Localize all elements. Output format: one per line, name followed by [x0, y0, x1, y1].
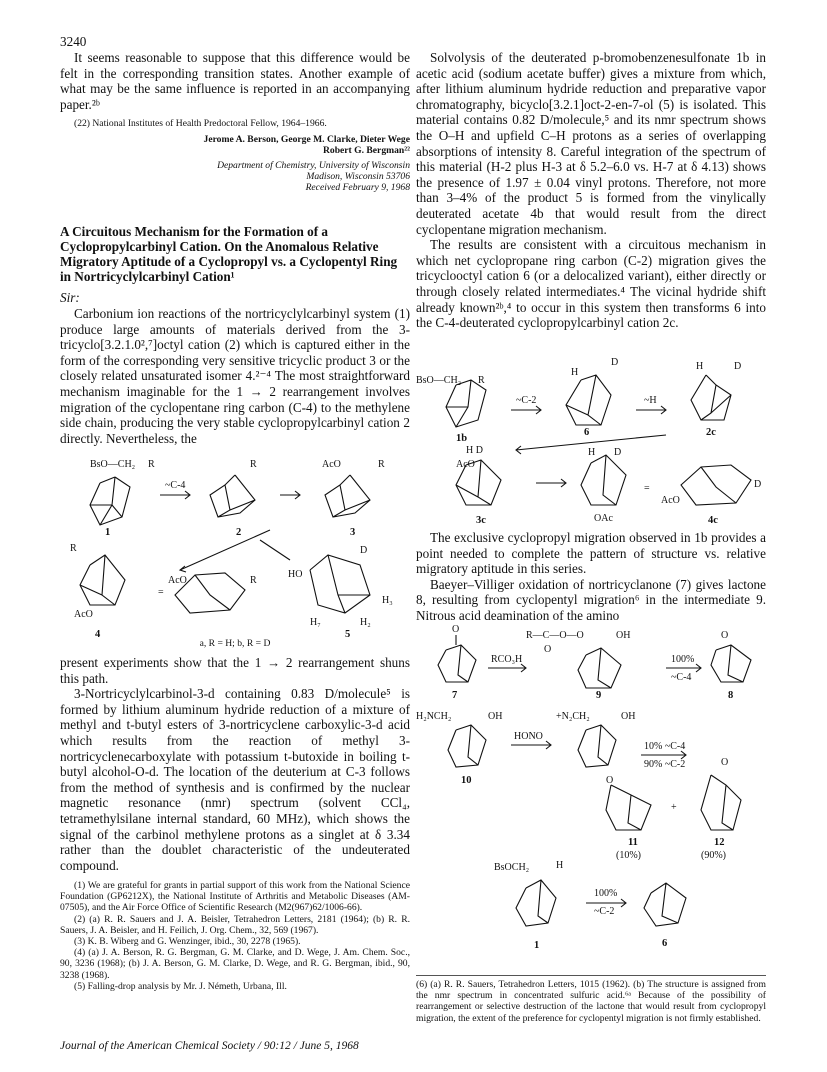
s2-shift-c2: ~C-2: [516, 395, 537, 406]
s2-d-4: D: [754, 479, 762, 490]
right-footnote: [416, 975, 766, 1024]
s4-plus: +: [671, 802, 677, 813]
affiliation-line-2: Madison, Wisconsin 53706: [306, 171, 410, 183]
s4-pct-c4: 10% ~C-4: [644, 741, 686, 752]
footnote-6: (6) (a) R. R. Sauers, Tetrahedron Letters, 1015 (1962). (b) The structure is assigned from the nmr spectrum in concentrated sulfuric acid.⁶ᵃ Because of the possibility of rearrangement or selective destruction of the lactone that would result from cyclopropyl migration, the extent of the preference for cyclopentyl migration is not firmly established.: [416, 979, 766, 1024]
s3-num-9: 9: [596, 690, 602, 700]
left-footnotes: [60, 880, 410, 992]
scheme-3-figure: [416, 620, 766, 700]
s2-num-6: 6: [584, 427, 590, 438]
s5-c2: ~C-2: [594, 906, 615, 917]
journal-footer: Journal of the American Chemical Society / 90:12 / June 5, 1968: [60, 1040, 359, 1052]
s4-oh-2: OH: [621, 711, 636, 722]
s1-num-2: 2: [236, 527, 242, 538]
left-column-lower: [60, 655, 410, 873]
s1-h3: H₃: [382, 595, 393, 606]
s5-100: 100%: [594, 888, 618, 899]
footnote-2: (2) (a) R. R. Sauers and J. A. Beisler, Tetrahedron Letters, 2181 (1964); (b) R. R. Sauers, J. A. Beisler, and H. Feilich, J. Org. Chem., 32, 569 (1967).: [60, 913, 410, 936]
s2-aco-1: AcO: [456, 459, 475, 470]
s4-num-10: 10: [461, 775, 472, 786]
footnote-22: (22) National Institutes of Health Predoctoral Fellow, 1964–1966.: [74, 118, 327, 130]
footnote-4: (4) (a) J. A. Berson, R. G. Bergman, G. M. Clarke, and D. Wege, J. Am. Chem. Soc., 90, 3236 (1968); (b) J. A. Berson, G. M. Clarke, D. Wege, and R. G. Bergman, ibid., 90, 3238 (1968).: [60, 947, 410, 981]
intro-paragraph: It seems reasonable to suppose that this difference would be felt in the corresponding transition states. Another example of what may be the same influence is reported in an accompanying paper.²ᵇ: [60, 50, 410, 112]
s1-aco-2: AcO: [168, 575, 187, 586]
s4-oh-1: OH: [488, 711, 503, 722]
paragraph-3: 3-Nortricyclylcarbinol-3-d containing 0.83 D/molecule⁵ is formed by lithium aluminum hydride reduction of a mixture of methyl and t-butyl esters of 3-nortricyclene carboxylic-3-d acid which results from the reaction of methyl 3-nortricyclenecarboxylate with potassium t-butoxide in boiling t-butyl alcohol-O-d. The location of the deuterium at C-3 follows from the method of synthesis and is confirmed by the nuclear magnetic resonance (nmr) spectrum (solvent CCl₄, tetramethylsilane internal standard, 60 MHz), which shows the signal of the carbinol methylene protons as a singlet at δ 3.34 rather than the doublet characteristic of the undeuterated compound.: [60, 686, 410, 873]
s4-pct-c2: 90% ~C-2: [644, 759, 686, 770]
s2-num-1b: 1b: [456, 433, 468, 444]
s1-num-3: 3: [350, 527, 356, 538]
s3-oh: OH: [616, 630, 631, 641]
authors-line-2: Robert G. Bergman²²: [322, 144, 410, 156]
s3-c4: ~C-4: [671, 672, 692, 683]
s2-oac: OAc: [594, 513, 613, 524]
s1-equals: =: [158, 587, 164, 598]
s3-peracid: R—C—O—O: [526, 630, 584, 641]
s3-num-8: 8: [728, 690, 734, 700]
s3-o-3: O: [721, 630, 729, 641]
s4-num-12: 12: [714, 837, 725, 848]
s1-d: D: [360, 545, 368, 556]
s5-bso: BsOCH₂: [494, 862, 530, 873]
s4-o-2: O: [721, 757, 729, 768]
right-paragraph-2: The results are consistent with a circuitous mechanism in which net cyclopropane ring carbon (C-2) migration gives the tricyclooctyl cation 6 (or a delocalized variant), either directly or through closely related intermediates.⁴ The vicinal hydride shift already known²ᵇ,⁴ to occur in this system then transforms 6 into the C-4-deuterated cyclopropylcarbinyl cation 2c.: [416, 237, 766, 331]
s2-h-2: H: [696, 361, 704, 372]
received-date: Received February 9, 1968: [305, 182, 410, 194]
s2-d-2: D: [734, 361, 742, 372]
scheme-4-figure: [416, 705, 766, 860]
s2-h-3: H: [588, 447, 596, 458]
authors-line-1: Jerome A. Berson, George M. Clarke, Dieter Wege: [203, 133, 410, 145]
affiliation-line-1: Department of Chemistry, University of Wisconsin: [217, 159, 410, 171]
scheme-1-figure: [60, 455, 410, 650]
s5-h: H: [556, 860, 564, 871]
paragraph-1: Carbonium ion reactions of the nortricyclylcarbinyl system (1) produce large amounts of materials derived from the 3-tricyclo[3.2.1.0²,⁷]octyl cation (2) which is captured either in the form of the corresponding very sensitive tricyclic product 3 or the closely related unsaturated isomer 4.²⁻⁴ The most straightforward mechanism imaginable for the 1 → 2 rearrangement involves migration of the cyclopentane ring carbon (C-4) to the methylene side chain, producing the very stable cyclopropylcarbinyl cation 2 directly. Nevertheless, the: [60, 306, 410, 446]
s1-h7: H₇: [310, 617, 321, 628]
s3-o-2: O: [544, 644, 552, 655]
s4-yield-12: (90%): [701, 850, 726, 860]
s3-rco3h: RCO₃H: [491, 654, 523, 665]
s1-r-1: R: [148, 459, 155, 470]
s4-num-11: 11: [628, 837, 638, 848]
left-column: [60, 50, 410, 446]
s1-num-4: 4: [95, 629, 101, 640]
s2-r: R: [478, 375, 485, 386]
s2-aco-2: AcO: [661, 495, 680, 506]
s2-equals: =: [644, 483, 650, 494]
s4-yield-11: (10%): [616, 850, 641, 860]
right-paragraph-4: Baeyer–Villiger oxidation of nortricyclanone (7) gives lactone 8, resulting from cyclopentyl migration⁶ in the intermediate 9. Nitrous acid deamination of the amino: [416, 576, 766, 623]
salutation: Sir:: [60, 290, 80, 306]
paragraph-2: present experiments show that the 1 → 2 rearrangement shuns this path.: [60, 655, 410, 686]
page-number: 3240: [60, 34, 87, 49]
footnote-1: (1) We are grateful for grants in partial support of this work from the National Science Foundation (GP6212X), the National Institute of Arthritis and Metabolic Diseases (AM-07505), and the Air Force Office of Scientific Research (M2(967)62/1006-66).: [60, 880, 410, 914]
s1-num-5: 5: [345, 629, 351, 640]
article-title: A Circuitous Mechanism for the Formation of a Cyclopropylcarbinyl Cation. On the Anomalous Relative Migratory Aptitude of a Cyclopropyl vs. a Cyclopentyl Ring in Nortricyclylcarbinyl Cation¹: [60, 223, 398, 285]
s2-shift-h: ~H: [644, 395, 657, 406]
right-column: [416, 50, 766, 331]
s1-aco-3: AcO: [74, 609, 93, 620]
scheme-2-figure: [416, 355, 766, 525]
footnote-3: (3) K. B. Wiberg and G. Wenzinger, ibid., 30, 2278 (1965).: [74, 936, 301, 948]
s2-h-1: H: [571, 367, 579, 378]
s1-num-1: 1: [105, 527, 111, 538]
scheme-1-caption: a, R = H; b, R = D: [199, 638, 271, 649]
s4-o-1: O: [606, 775, 614, 786]
s4-hono: HONO: [514, 731, 543, 742]
s1-r-3: R: [378, 459, 385, 470]
s5-num-1: 1: [534, 940, 540, 951]
s1-r-4: R: [70, 543, 77, 554]
s4-amine: H₂NCH₂: [416, 711, 452, 722]
footnote-5: (5) Falling-drop analysis by Mr. J. Németh, Urbana, Ill.: [74, 980, 287, 992]
s3-num-7: 7: [452, 690, 458, 700]
s2-num-3c: 3c: [476, 515, 486, 525]
s3-o-1: O: [452, 624, 460, 635]
s1-h2: H₂: [360, 617, 371, 628]
s3-100: 100%: [671, 654, 695, 665]
right-paragraph-3: The exclusive cyclopropyl migration observed in 1b provides a point needed to complete the pattern of structure vs. relative migratory aptitude in this series.: [416, 530, 766, 577]
s2-hd: H D: [466, 445, 483, 456]
s5-num-6: 6: [662, 938, 668, 949]
right-column-mid: [416, 530, 766, 624]
right-paragraph-1: Solvolysis of the deuterated p-bromobenzenesulfonate 1b in acetic acid (sodium acetate buffer) gives a mixture from which, after lithium aluminum hydride reduction and preparative vapor chromatography, bicyclo[3.2.1]oct-2-en-7-ol (5) is isolated. This material contains 0.82 D/molecule,⁵ and its nmr spectrum shows the O–H and upfield C–H protons as a series of overlapping absorptions of intensity 8. Careful integration of the spectrum of this material (H-2 plus H-3 at δ 5.2–6.0 vs. H-7 at δ 4.13) shows the presence of 1.97 ± 0.04 vinyl protons. Therefore, not more than 3–4% of the product 5 is formed from the vinylically deuterated acetate 4b that would result from the direct cyclopentane migration mechanism.: [416, 50, 766, 237]
s1-reagent: ~C-4: [165, 480, 186, 491]
s1-r-2: R: [250, 459, 257, 470]
s2-d-1: D: [611, 357, 619, 368]
s2-d-3: D: [614, 447, 622, 458]
s2-num-4c: 4c: [708, 515, 718, 525]
s2-bso: BsO—CH₂: [416, 375, 462, 386]
s2-num-2c: 2c: [706, 427, 716, 438]
scheme-5-figure: [416, 858, 766, 963]
s1-bso: BsO—CH₂: [90, 459, 136, 470]
s1-aco-1: AcO: [322, 459, 341, 470]
s4-diazo: +N₂CH₂: [556, 711, 590, 722]
s1-r-5: R: [250, 575, 257, 586]
s1-ho: HO: [288, 569, 303, 580]
